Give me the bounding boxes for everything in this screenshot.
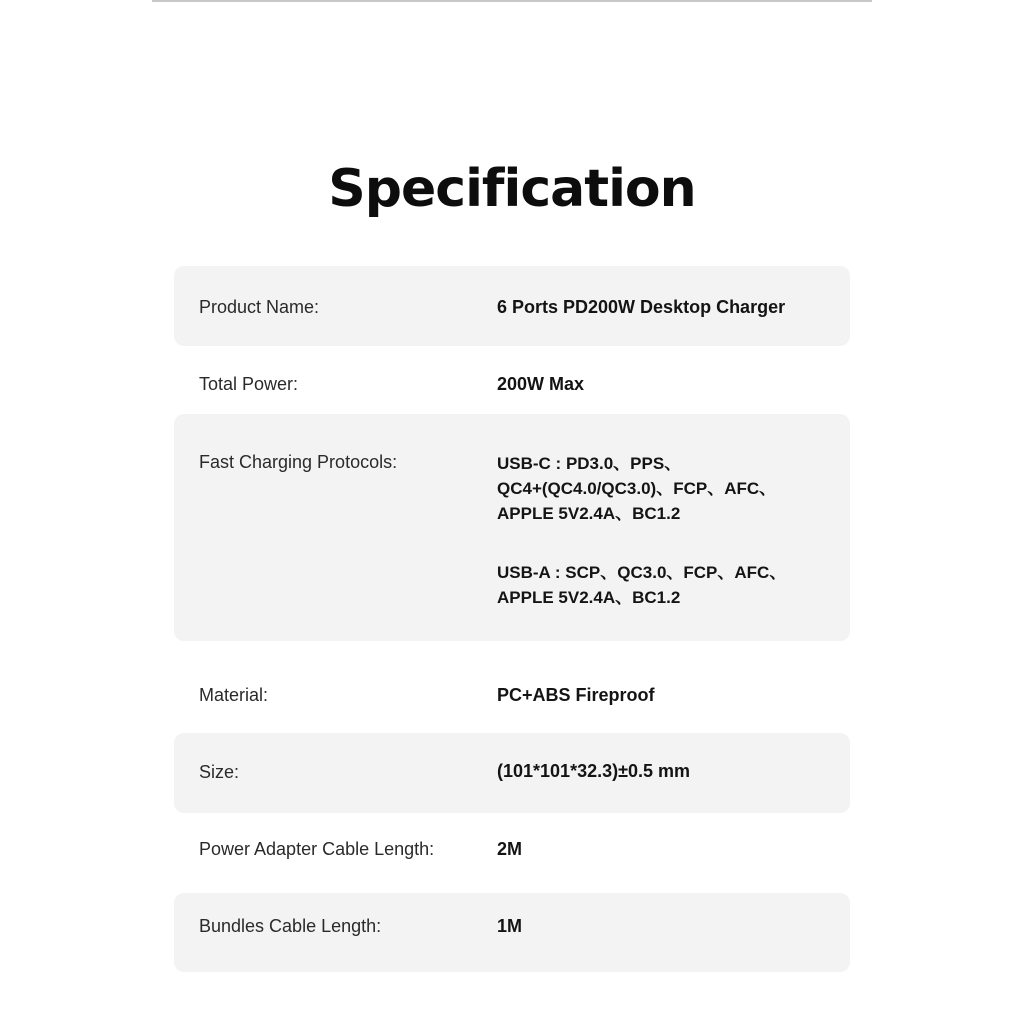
spec-row-total-power [174, 346, 850, 414]
spec-row-size [174, 733, 850, 813]
page-title: Specification [328, 159, 696, 219]
usb-a-protocols-line: USB-A : SCP、QC3.0、FCP、AFC、 [497, 563, 787, 582]
spec-value: 200W Max [497, 374, 585, 394]
spec-table [174, 266, 850, 972]
usb-c-protocols-line: APPLE 5V2.4A、BC1.2 [497, 504, 681, 523]
usb-c-protocols-line: USB-C : PD3.0、PPS、 [497, 454, 682, 473]
usb-c-protocols-line: QC4+(QC4.0/QC3.0)、FCP、AFC、 [497, 479, 777, 498]
spec-value: 1M [497, 916, 523, 936]
spec-label: Size: [199, 762, 240, 782]
spec-label: Power Adapter Cable Length: [199, 839, 435, 859]
protocols-value [497, 451, 786, 610]
spec-label: Fast Charging Protocols: [199, 452, 398, 472]
spec-value: 6 Ports PD200W Desktop Charger [497, 297, 786, 317]
spec-value: PC+ABS Fireproof [497, 685, 655, 705]
spec-label: Material: [199, 685, 269, 705]
spec-value: (101*101*32.3)±0.5 mm [497, 761, 691, 781]
spec-value: 2M [497, 839, 523, 859]
spec-label: Total Power: [199, 374, 299, 394]
top-divider [152, 0, 872, 2]
spec-row-bundles-cable-length [174, 893, 850, 972]
spec-row-fast-charging-protocols [174, 414, 850, 641]
spec-row-material [174, 641, 850, 733]
spec-row-power-adapter-cable-length [174, 813, 850, 893]
usb-a-protocols-line: APPLE 5V2.4A、BC1.2 [497, 588, 681, 607]
spec-label: Bundles Cable Length: [199, 916, 382, 936]
spec-label: Product Name: [199, 297, 320, 317]
spec-row-product-name [174, 266, 850, 346]
